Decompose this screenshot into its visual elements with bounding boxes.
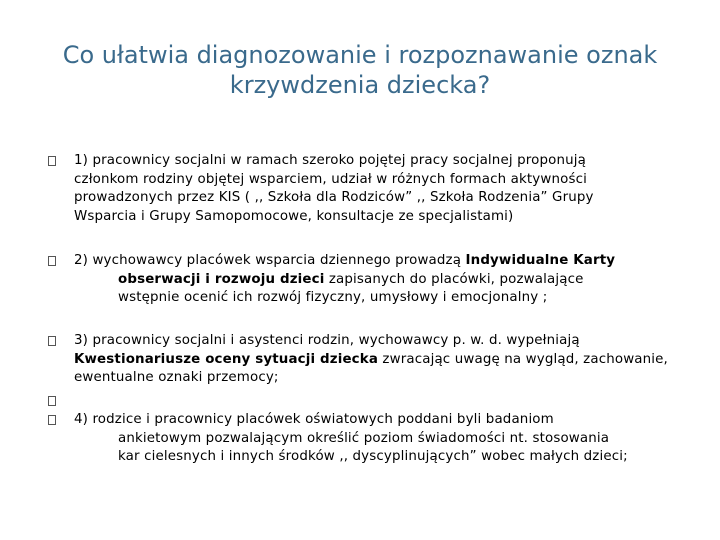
- item-2-bold-text-2: obserwacji i rozwoju dzieci: [118, 271, 325, 287]
- item-3-text: zwracając uwagę na wygląd, zachowanie,: [378, 351, 668, 367]
- item-2-text: 2) wychowawcy placówek wsparcia dziennego prowadzą: [74, 253, 466, 268]
- item-1-line-3: prowadzonych przez KIS ( ,, Szkoła dla Rodziców” ,, Szkoła Rodzenia” Grupy: [74, 190, 594, 205]
- title-line-1: Co ułatwia diagnozowanie i rozpoznawanie oznak: [62, 41, 658, 69]
- item-1-line-1: 1) pracownicy socjalni w ramach szeroko pojętej pracy socjalnej proponują: [74, 153, 586, 168]
- item-4-line-2: ankietowym pozwalającym określić poziom świadomości nt. stosowania: [118, 430, 610, 446]
- item-2-line-3: wstępnie ocenić ich rozwój fizyczny, umysłowy i emocjonalny ;: [118, 290, 548, 305]
- item-3-bold-text: Kwestionariusze oceny sytuacji dziecka: [74, 351, 379, 367]
- title-line-2: krzywdzenia dziecka?: [229, 71, 491, 99]
- item-1-line-4: Wsparcia i Grupy Samopomocowe, konsultacje ze specjalistami): [74, 208, 514, 224]
- square-bullet-icon: [48, 256, 56, 266]
- item-2-bold-text: Indywidualne Karty: [465, 253, 616, 268]
- square-bullet-icon: [48, 336, 56, 346]
- item-4-line-1: 4) rodzice i pracownicy placówek oświatowych poddani byli badaniom: [74, 412, 554, 427]
- item-2-text-2: zapisanych do placówki, pozwalające: [324, 271, 584, 287]
- square-bullet-icon: [48, 396, 56, 406]
- item-4-line-3: kar cielesnych i innych środków ,, dyscyplinujących” wobec małych dzieci;: [118, 449, 628, 464]
- item-1-line-2: członkom rodziny objętej wsparciem, udział w różnych formach aktywności: [74, 171, 587, 187]
- item-3-line-1: 3) pracownicy socjalni i asystenci rodzin, wychowawcy p. w. d. wypełniają: [74, 333, 580, 348]
- square-bullet-icon: [48, 156, 56, 166]
- square-bullet-icon: [48, 415, 56, 425]
- item-3-line-2: [74, 351, 694, 370]
- item-2-line-2: [74, 271, 694, 290]
- slide-title: [40, 40, 680, 100]
- item-3-line-3: ewentualne oznaki przemocy;: [74, 370, 279, 385]
- item-2-line-1: [74, 252, 694, 271]
